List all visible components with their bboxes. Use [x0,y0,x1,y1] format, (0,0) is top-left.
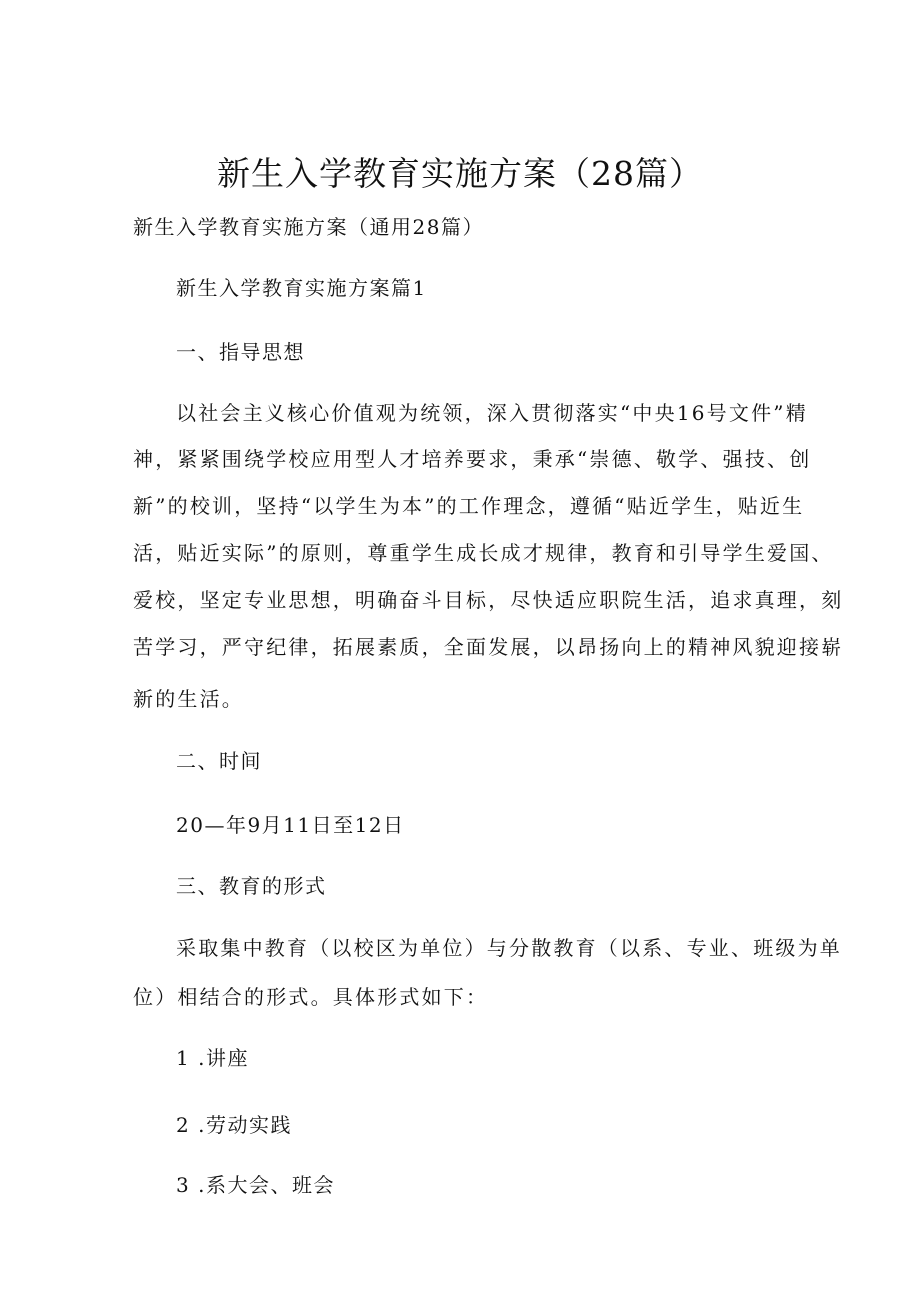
document-subtitle: 新生入学教育实施方案（通用28篇） [133,215,484,239]
list-item-lecture: 1 .讲座 [176,1046,249,1070]
section-heading-education-form: 三、教育的形式 [176,874,327,898]
document-title: 新生入学教育实施方案（28篇） [217,154,703,193]
paragraph-line: 苦学习，严守纪律，拓展素质，全面发展，以昂扬向上的精神风貌迎接崭 [133,635,844,659]
paragraph-line: 活，贴近实际”的原则，尊重学生成长成才规律，教育和引导学生爱国、 [133,541,834,565]
paragraph-line: 位）相结合的形式。具体形式如下： [133,985,489,1009]
paragraph-line: 神，紧紧围绕学校应用型人才培养要求，秉承“崇德、敬学、强技、创 [133,447,812,471]
section-heading-time: 二、时间 [176,749,262,773]
list-item-class-meeting: 3 .系大会、班会 [176,1173,335,1197]
article-heading: 新生入学教育实施方案篇1 [176,276,427,300]
paragraph-line: 爱校，坚定专业思想，明确奋斗目标，尽快适应职院生活，追求真理，刻 [133,588,844,612]
list-item-labor-practice: 2 .劳动实践 [176,1113,292,1137]
paragraph-line: 以社会主义核心价值观为统领，深入贯彻落实“中央16号文件”精 [176,401,808,425]
section-heading-guiding-ideology: 一、指导思想 [176,340,305,364]
event-date: 20—年9月11日至12日 [176,813,405,837]
paragraph-line: 新的生活。 [133,687,244,711]
paragraph-line: 采取集中教育（以校区为单位）与分散教育（以系、专业、班级为单 [176,936,842,960]
paragraph-line: 新”的校训，坚持“以学生为本”的工作理念，遵循“贴近学生，贴近生 [133,494,805,518]
